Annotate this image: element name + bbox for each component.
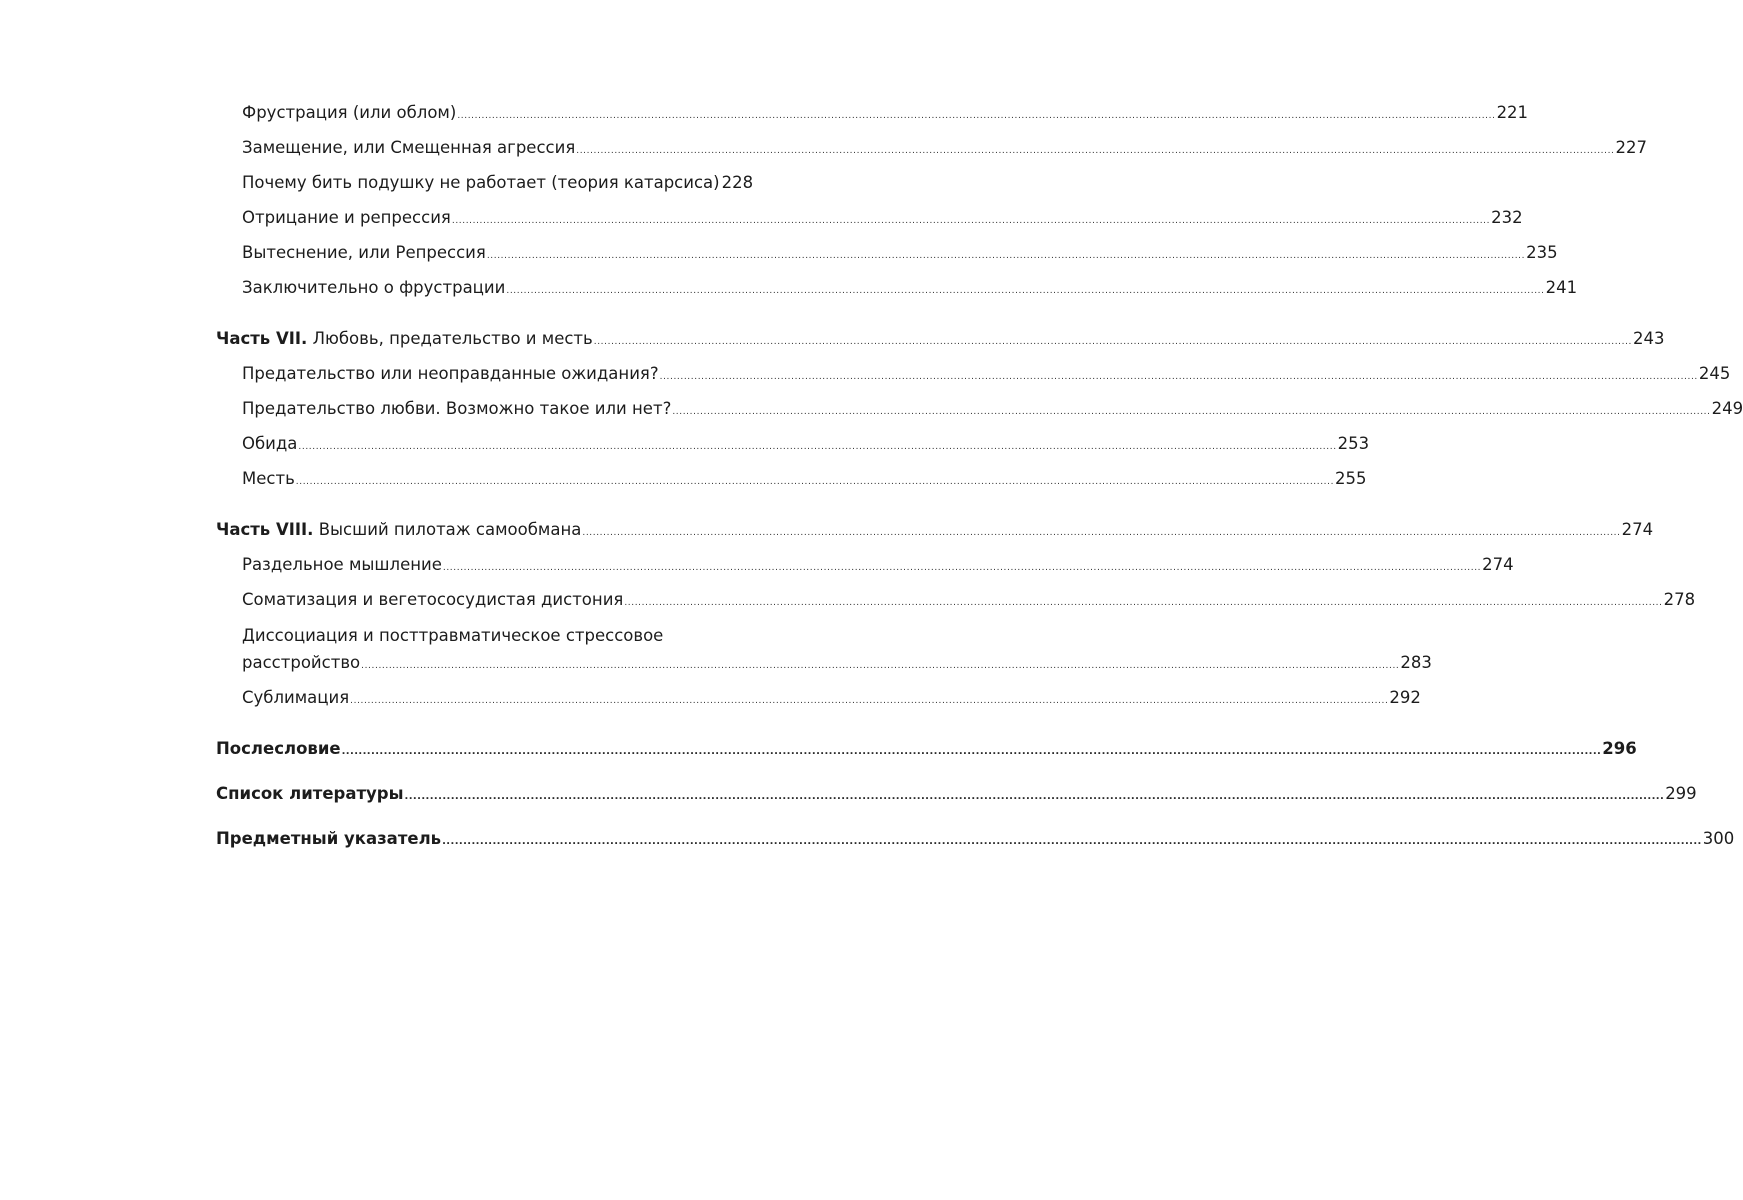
- toc-entry-page: 249: [1711, 399, 1743, 418]
- leader-dots: ............................................................................................................................................................................................................................................................................................................: [659, 372, 1698, 382]
- toc-entry-title: Предметный указатель: [216, 829, 442, 848]
- toc-entry-page: 241: [1545, 278, 1578, 297]
- toc-entry-page: 227: [1615, 138, 1647, 157]
- toc-index[interactable]: [216, 823, 1735, 858]
- toc-entry-page: 253: [1337, 434, 1370, 453]
- toc-entry-page: 232: [1491, 208, 1523, 227]
- leader-dots: ............................................................................................................................................................................................................................................................................................................: [341, 746, 1602, 757]
- leader-dots: ............................................................................................................................................................................................................................................................................................................: [298, 442, 1337, 452]
- toc-entry-title: Вытеснение, или Репрессия: [242, 243, 486, 262]
- toc-entry[interactable]: [216, 202, 1523, 237]
- table-of-contents: [216, 97, 1743, 858]
- leader-dots: ............................................................................................................................................................................................................................................................................................................: [295, 477, 1335, 487]
- leader-dots: ............................................................................................................................................................................................................................................................................................................: [486, 251, 1526, 261]
- leader-dots: ............................................................................................................................................................................................................................................................................................................: [593, 337, 1633, 347]
- toc-entry-page: 300: [1702, 829, 1735, 848]
- toc-entry-title: Предательство любви. Возможно такое или нет?: [242, 399, 672, 418]
- toc-part-title: [216, 514, 581, 546]
- leader-dots: ............................................................................................................................................................................................................................................................................................................: [404, 791, 1665, 802]
- toc-entry-page: 235: [1526, 243, 1558, 262]
- toc-part-name: Высший пилотаж самообмана: [318, 520, 582, 539]
- toc-entry-title: Сублимация: [242, 688, 350, 707]
- toc-part-7[interactable]: [216, 323, 1665, 358]
- toc-entry-page: 255: [1335, 469, 1367, 488]
- toc-entry-title: Месть: [242, 469, 295, 488]
- toc-entry-title: Список литературы: [216, 784, 404, 803]
- toc-entry[interactable]: [216, 393, 1743, 428]
- leader-dots: ............................................................................................................................................................................................................................................................................................................: [457, 111, 1496, 121]
- toc-entry-title: Отрицание и репрессия: [242, 208, 451, 227]
- toc-entry-page: 274: [1482, 555, 1514, 574]
- toc-part-title: [216, 323, 593, 355]
- toc-entry-page: 292: [1389, 688, 1421, 707]
- toc-afterword[interactable]: [216, 733, 1637, 768]
- toc-entry[interactable]: [216, 428, 1370, 463]
- toc-entry-title: Замещение, или Смещенная агрессия: [242, 138, 576, 157]
- toc-entry-page: 278: [1663, 590, 1696, 609]
- toc-entry-page: 245: [1698, 364, 1731, 383]
- toc-entry[interactable]: [216, 97, 1529, 132]
- toc-entry[interactable]: [216, 682, 1421, 717]
- toc-entry-multiline[interactable]: [216, 619, 1432, 682]
- toc-entry-page: 221: [1496, 103, 1529, 122]
- toc-part-name: Любовь, предательство и месть: [312, 329, 593, 348]
- leader-dots: ............................................................................................................................................................................................................................................................................................................: [350, 696, 1389, 706]
- toc-part-label: Часть VIII.: [216, 520, 314, 539]
- toc-entry-page: 228: [721, 173, 754, 192]
- toc-entry-line2: [242, 647, 1432, 682]
- toc-entry[interactable]: [216, 463, 1367, 498]
- toc-entry-page: 274: [1621, 520, 1654, 539]
- toc-entry-page: 243: [1633, 329, 1665, 348]
- leader-dots: ............................................................................................................................................................................................................................................................................................................: [576, 146, 1615, 156]
- leader-dots: ............................................................................................................................................................................................................................................................................................................: [506, 286, 1545, 296]
- toc-references[interactable]: [216, 778, 1697, 813]
- leader-dots: ............................................................................................................................................................................................................................................................................................................: [361, 661, 1400, 671]
- toc-entry-page: 283: [1400, 653, 1432, 672]
- toc-entry-title: Почему бить подушку не работает (теория катарсиса): [242, 173, 720, 192]
- toc-entry[interactable]: [216, 358, 1731, 393]
- toc-entry-title: Раздельное мышление: [242, 555, 442, 574]
- toc-part-8[interactable]: [216, 514, 1654, 549]
- toc-entry[interactable]: [216, 549, 1514, 584]
- toc-entry[interactable]: [216, 132, 1647, 167]
- toc-part-label: Часть VII.: [216, 329, 308, 348]
- toc-entry[interactable]: [216, 167, 754, 202]
- toc-entry-title: Заключительно о фрустрации: [242, 278, 506, 297]
- leader-dots: ............................................................................................................................................................................................................................................................................................................: [582, 528, 1621, 538]
- toc-entry-page: 296: [1602, 739, 1637, 758]
- leader-dots: ............................................................................................................................................................................................................................................................................................................: [451, 216, 1491, 226]
- toc-entry-title: Соматизация и вегетососудистая дистония: [242, 590, 624, 609]
- leader-dots: ............................................................................................................................................................................................................................................................................................................: [442, 836, 1702, 847]
- toc-entry-title-line1: Диссоциация и посттравматическое стрессовое: [242, 626, 664, 645]
- toc-entry-title: Предательство или неоправданные ожидания?: [242, 364, 659, 383]
- leader-dots: ............................................................................................................................................................................................................................................................................................................: [672, 407, 1711, 417]
- toc-entry[interactable]: [216, 584, 1696, 619]
- leader-dots: ............................................................................................................................................................................................................................................................................................................: [442, 563, 1482, 573]
- leader-dots: ............................................................................................................................................................................................................................................................................................................: [624, 598, 1663, 608]
- toc-entry-title-line2: расстройство: [242, 653, 361, 672]
- toc-entry-title: Фрустрация (или облом): [242, 103, 457, 122]
- toc-entry-title: Послесловие: [216, 739, 341, 758]
- toc-entry[interactable]: [216, 237, 1558, 272]
- toc-entry-title: Обида: [242, 434, 298, 453]
- toc-entry-page: 299: [1665, 784, 1697, 803]
- toc-entry[interactable]: [216, 272, 1578, 307]
